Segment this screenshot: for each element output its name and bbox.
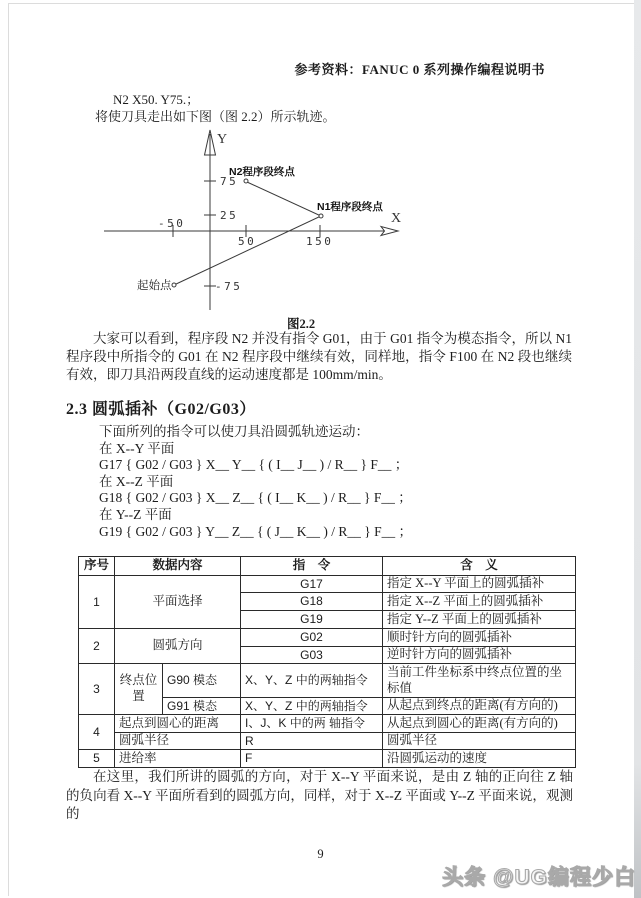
lead-sentence: 将使刀具走出如下图（图 2.2）所示轨迹。 bbox=[95, 109, 336, 124]
plane-xz-line: 在 X--Z 平面 bbox=[99, 473, 174, 489]
table-row-feedrate bbox=[79, 750, 576, 768]
cell-desc-g90: 当前工件坐标系中终点位置的坐标值 bbox=[383, 664, 576, 698]
cell-cmd-ijk: I、J、K 中的两 轴指令 bbox=[241, 715, 383, 733]
watermark-toutiao: 头条 @UG编程少白 bbox=[442, 866, 636, 889]
scan-edge-right bbox=[634, 0, 641, 898]
cell-desc-f: 沿圆弧运动的速度 bbox=[383, 750, 576, 768]
header-seq: 序号 bbox=[79, 557, 115, 576]
point-label-n1: N1程序段终点 bbox=[317, 201, 383, 213]
cell-seq-3: 3 bbox=[79, 664, 115, 715]
plane-yz-line: 在 Y--Z 平面 bbox=[99, 506, 172, 522]
cell-feedrate: 进给率 bbox=[115, 750, 241, 768]
page-header-reference: 参考资料：FANUC 0 系列操作编程说明书 bbox=[294, 62, 545, 77]
point-marker-start bbox=[172, 283, 176, 287]
table-row-radius bbox=[79, 733, 576, 750]
section-heading-2-3: 2.3 圆弧插补（G02/G03） bbox=[66, 401, 256, 418]
cell-desc-ijk: 从起点到圆心的距离(有方向的) bbox=[383, 715, 576, 733]
table-row-g17 bbox=[79, 576, 576, 593]
cell-plane-select: 平面选择 bbox=[115, 576, 241, 629]
header-meaning: 含 义 bbox=[383, 557, 576, 576]
g18-format-line: G18 { G02 / G03 } X__ Z__ { ( I__ K__ ) / R__ } F__ ； bbox=[99, 490, 412, 506]
arc-command-format-block bbox=[99, 424, 412, 540]
g19-format-line: G19 { G02 / G03 } Y__ Z__ { ( J__ K__ ) / R__ } F__ ； bbox=[99, 523, 413, 539]
cell-cmd-g02: G02 bbox=[241, 629, 383, 647]
tick-label-y-neg75: -75 bbox=[215, 280, 243, 293]
paragraph-arc-direction: 在这里，我们所讲的圆弧的方向，对于 X--Y 平面来说，是由 Z 轴的正向往 Z 轴的负向看 X--Y 平面所看到的圆弧方向，同样，对于 X--Z 平面或 Y--Z 平面来说，观测的 bbox=[66, 769, 573, 821]
point-label-start: 起始点 bbox=[137, 280, 172, 292]
cell-seq-1: 1 bbox=[79, 576, 115, 629]
cell-cmd-g19: G19 bbox=[241, 611, 383, 629]
cell-desc-r: 圆弧半径 bbox=[383, 733, 576, 750]
cell-cmd-g03: G03 bbox=[241, 647, 383, 664]
cell-cmd-g90: X、Y、Z 中的两轴指令 bbox=[241, 664, 383, 698]
tick-label-y-25: 25 bbox=[220, 209, 239, 222]
figure-caption: 图2.2 bbox=[287, 317, 316, 331]
table-row-g02 bbox=[79, 629, 576, 647]
cell-cmd-r: R bbox=[241, 733, 383, 750]
point-label-n2: N2程序段终点 bbox=[229, 166, 295, 178]
nc-code-line-n2: N2 X50. Y75.； bbox=[113, 92, 200, 107]
cell-desc-g91: 从起点到终点的距离(有方向的) bbox=[383, 698, 576, 715]
header-command: 指 令 bbox=[241, 557, 383, 576]
toolpath-plot bbox=[100, 126, 420, 332]
page-number: 9 bbox=[317, 847, 324, 861]
cell-mode-g90: G90 模态 bbox=[163, 664, 241, 698]
toolpath-line bbox=[174, 182, 321, 285]
cell-cmd-g17: G17 bbox=[241, 576, 383, 593]
cell-desc-g02: 顺时针方向的圆弧插补 bbox=[383, 629, 576, 647]
cell-arc-radius: 圆弧半径 bbox=[115, 733, 241, 750]
table-row-g90 bbox=[79, 664, 576, 698]
tick-label-y-75: 75 bbox=[220, 175, 239, 188]
cell-cmd-g18: G18 bbox=[241, 593, 383, 611]
point-marker-n2 bbox=[244, 179, 248, 183]
cell-seq-2: 2 bbox=[79, 629, 115, 664]
table-header-row bbox=[79, 557, 576, 576]
cell-cmd-g91: X、Y、Z 中的两轴指令 bbox=[241, 698, 383, 715]
cell-arc-direction: 圆弧方向 bbox=[115, 629, 241, 664]
cell-desc-g19: 指定 Y--Z 平面上的圆弧插补 bbox=[383, 611, 576, 629]
header-content: 数据内容 bbox=[115, 557, 241, 576]
y-axis-label: Y bbox=[217, 132, 229, 147]
format-intro-line: 下面所列的指令可以使刀具沿圆弧轨迹运动： bbox=[99, 424, 369, 439]
scan-edge-top bbox=[8, 3, 634, 4]
cell-endpoint-position: 终点位置 bbox=[115, 664, 163, 715]
figure-2-2-toolpath-diagram bbox=[100, 126, 420, 332]
table-row-center-distance bbox=[79, 715, 576, 733]
tick-label-x-neg50: -50 bbox=[158, 217, 186, 230]
cell-seq-4: 4 bbox=[79, 715, 115, 750]
point-marker-n1 bbox=[319, 214, 323, 218]
arc-command-table bbox=[78, 556, 576, 768]
cell-center-distance: 起点到圆心的距离 bbox=[115, 715, 241, 733]
cell-desc-g17: 指定 X--Y 平面上的圆弧插补 bbox=[383, 576, 576, 593]
g17-format-line: G17 { G02 / G03 } X__ Y__ { ( I__ J__ ) / R__ } F__ ； bbox=[99, 457, 409, 473]
x-axis-label: X bbox=[391, 211, 403, 226]
cell-desc-g18: 指定 X--Z 平面上的圆弧插补 bbox=[383, 593, 576, 611]
tick-label-x-150: 150 bbox=[306, 235, 334, 248]
cell-cmd-f: F bbox=[241, 750, 383, 768]
cell-desc-g03: 逆时针方向的圆弧插补 bbox=[383, 647, 576, 664]
paragraph-modal-command: 大家可以看到，程序段 N2 并没有指令 G01，由于 G01 指令为模态指令，所以 N1 程序段中所指令的 G01 在 N2 程序段中继续有效，同样地，指令 F100 在 N2 段也继续有效，即刀具沿两段直线的运动速度都是 100mm/min。 bbox=[66, 331, 572, 382]
tick-label-x-50: 50 bbox=[238, 235, 257, 248]
cell-mode-g91: G91 模态 bbox=[163, 698, 241, 715]
scan-edge-left bbox=[8, 3, 9, 896]
plane-xy-line: 在 X--Y 平面 bbox=[99, 440, 175, 456]
cell-seq-5: 5 bbox=[79, 750, 115, 768]
